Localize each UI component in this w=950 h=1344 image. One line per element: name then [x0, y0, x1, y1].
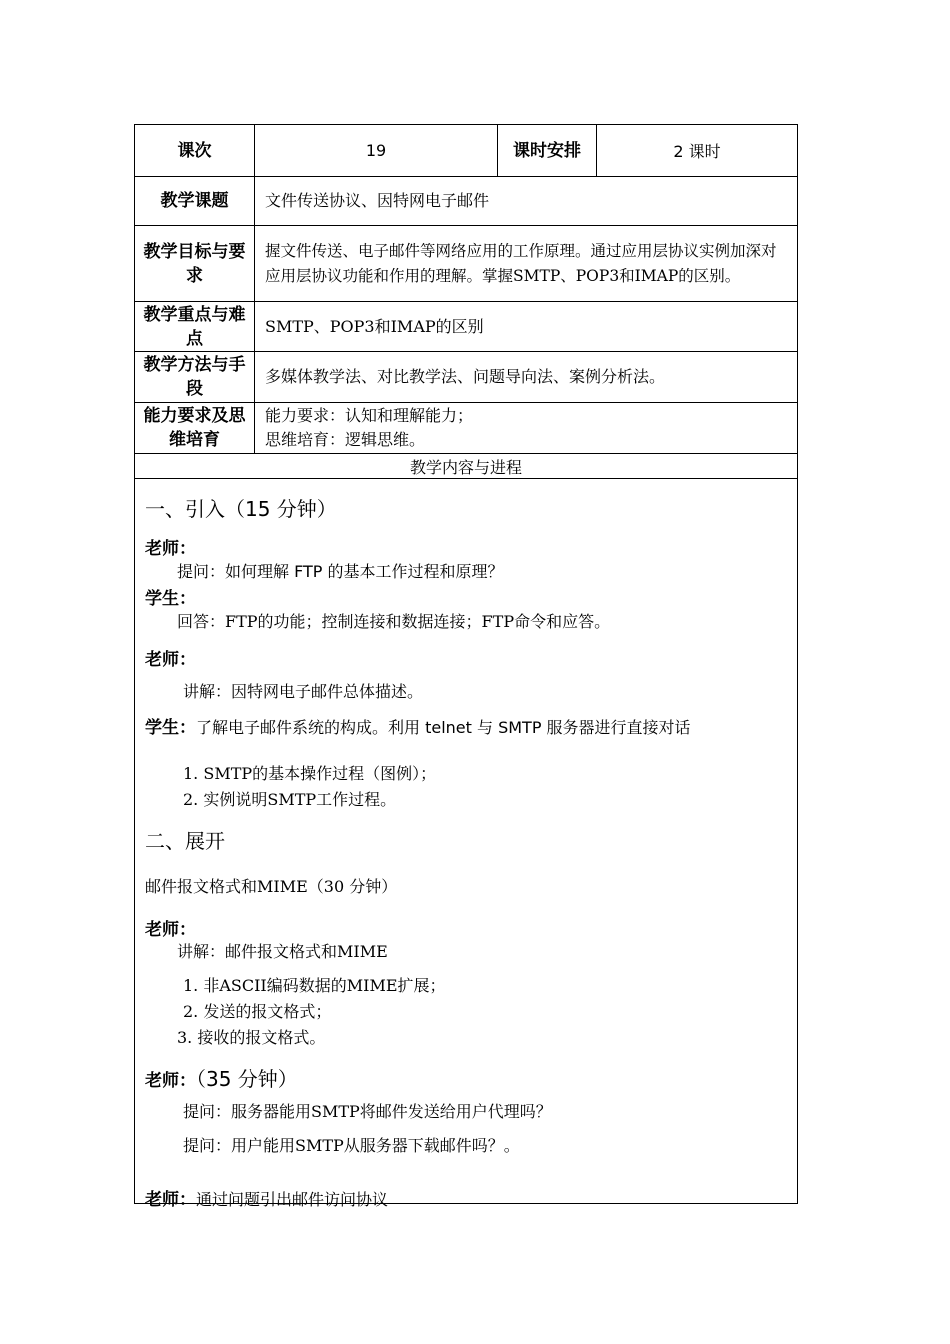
teacher-35-duration: （35 分钟） — [196, 1067, 298, 1091]
teacher-label-1: 老师： — [145, 539, 196, 559]
lesson-label: 课次 — [177, 140, 212, 161]
list2-item-2: 2. 发送的报文格式； — [183, 1002, 332, 1021]
ability-label: 能力要求及思维培育 — [143, 406, 246, 450]
method-label: 教学方法与手段 — [143, 355, 246, 399]
method-value: 多媒体教学法、对比教学法、问题导向法、案例分析法。 — [254, 352, 797, 402]
goal-label: 教学目标与要求 — [143, 241, 246, 286]
ability-line-1: 能力要求：认知和理解能力； — [265, 406, 474, 425]
topic-row — [135, 177, 797, 226]
question-2: 提问：服务器能用SMTP将邮件发送给用户代理吗？ — [183, 1102, 552, 1121]
hours-label: 课时安排 — [497, 125, 596, 176]
ability-line-2: 思维培育：逻辑思维。 — [265, 430, 426, 449]
section-row — [135, 454, 797, 479]
key-label: 教学重点与难点 — [143, 304, 246, 349]
explain-1: 讲解：因特网电子邮件总体描述。 — [183, 682, 424, 701]
ability-value — [254, 403, 797, 453]
header-row — [135, 125, 797, 177]
teacher-label-2: 老师： — [145, 650, 196, 670]
method-row — [135, 352, 797, 403]
topic-value: 文件传送协议、因特网电子邮件 — [254, 177, 797, 225]
lesson-value: 19 — [254, 125, 497, 176]
question-3: 提问：用户能用SMTP从服务器下载邮件吗？。 — [183, 1136, 520, 1155]
student-line — [145, 713, 691, 738]
list1-item-2: 2. 实例说明SMTP工作过程。 — [183, 790, 397, 809]
hours-value: 2 课时 — [596, 125, 797, 176]
teacher-label-4: 老师： — [145, 1071, 196, 1091]
student-label-1: 学生： — [145, 589, 196, 609]
final-line — [145, 1185, 388, 1210]
lesson-plan-table — [134, 124, 798, 1210]
teacher-label-3: 老师： — [145, 920, 196, 940]
content-area — [135, 479, 797, 1210]
goal-row — [135, 226, 797, 302]
mime-heading: 邮件报文格式和MIME（30 分钟） — [145, 877, 398, 896]
answer-1: 回答：FTP的功能；控制连接和数据连接；FTP命令和应答。 — [177, 612, 611, 631]
topic-label: 教学课题 — [160, 191, 229, 211]
ability-row — [135, 403, 797, 454]
list1-item-1: 1. SMTP的基本操作过程（图例）； — [183, 764, 437, 783]
list2-item-1: 1. 非ASCII编码数据的MIME扩展； — [183, 976, 446, 995]
teacher-35-line — [145, 1063, 298, 1092]
final-text: 通过问题引出邮件访问协议 — [196, 1190, 389, 1209]
section-title: 教学内容与进程 — [409, 457, 522, 477]
key-value: SMTP、POP3和IMAP的区别 — [254, 302, 797, 351]
intro-heading: 一、引入（15 分钟） — [145, 497, 337, 521]
expand-heading: 二、展开 — [145, 829, 225, 853]
list2-item-3: 3. 接收的报文格式。 — [177, 1028, 326, 1047]
student-label-2: 学生： — [145, 718, 196, 738]
student-text: 了解电子邮件系统的构成。利用 telnet 与 SMTP 服务器进行直接对话 — [196, 718, 691, 737]
goal-value: 握文件传送、电子邮件等网络应用的工作原理。通过应用层协议实例加深对应用层协议功能和作用的理解。掌握SMTP、POP3和IMAP的区别。 — [254, 226, 797, 301]
teacher-label-5: 老师： — [145, 1190, 196, 1210]
explain-2: 讲解：邮件报文格式和MIME — [177, 942, 388, 961]
key-row — [135, 302, 797, 352]
question-1: 提问：如何理解 FTP 的基本工作过程和原理？ — [177, 562, 504, 581]
